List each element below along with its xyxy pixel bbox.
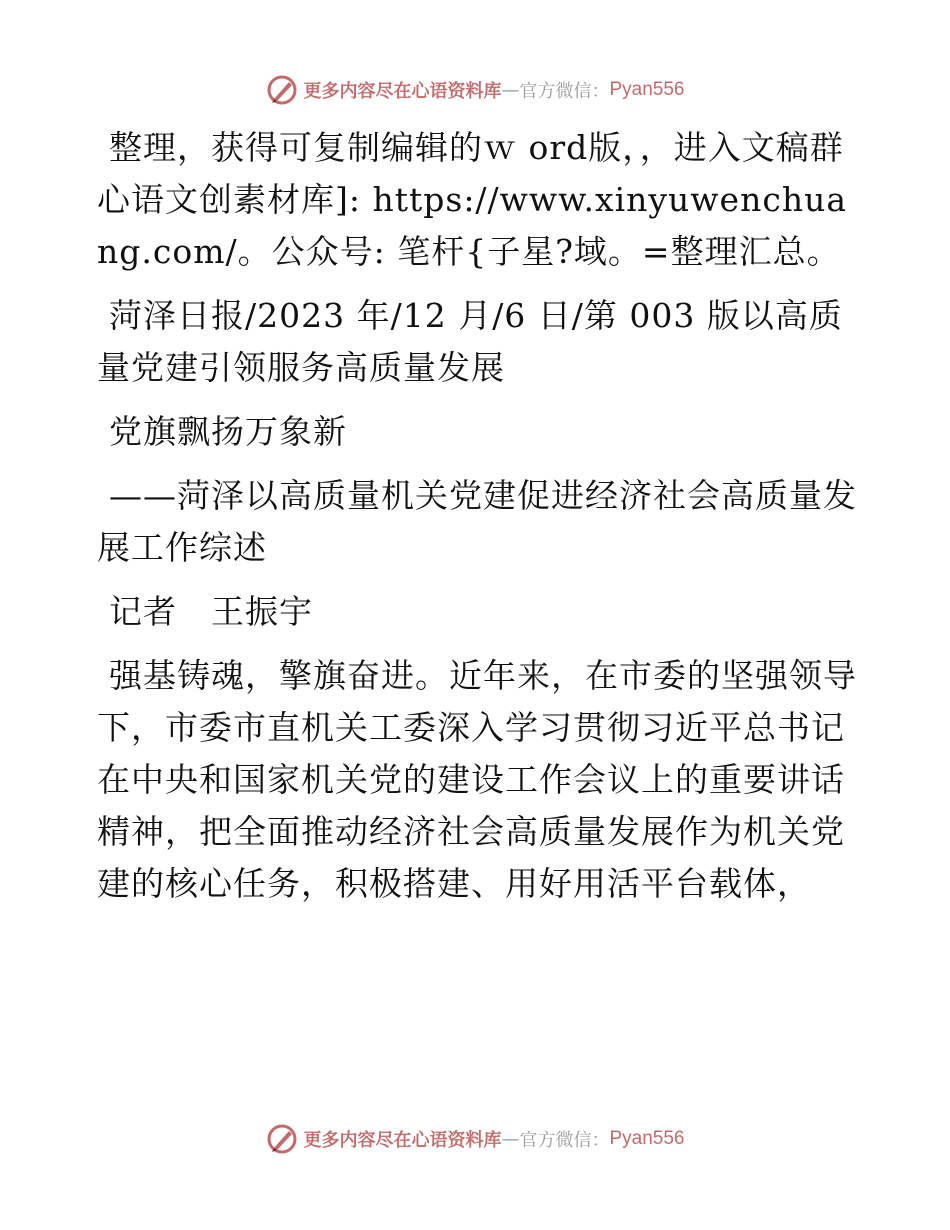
banner-sub-text: 官方微信：	[519, 81, 610, 102]
paragraph-body: 强基铸魂，擎旗奋进。近年来，在市委的坚强领导下，市委市直机关工委深入学习贯彻习近平总书记在中央和国家机关党的建设工作会议上的重要讲话精神，把全面推动经济社会高质量发展作为机关党建的核心任务，积极搭建、用好用活平台载体，	[97, 656, 857, 903]
banner-wechat-id: Pyan556	[609, 79, 685, 100]
pen-logo-icon	[265, 1122, 299, 1156]
banner-wechat-id: Pyan556	[609, 1128, 685, 1149]
banner-main-text: 更多内容尽在心语资料库	[303, 1130, 502, 1151]
banner-separator: —	[501, 79, 520, 101]
paragraph-intro: 整理，获得可复制编辑的ｗ ord版，，进入文稿群心语文创素材库]: https://www.xinyuwenchuang.com/。公众号: 笔杆{子星?域。=整理汇总。	[97, 128, 847, 271]
article-byline: 记者 王振宇	[109, 592, 313, 631]
banner-separator: —	[501, 1128, 520, 1150]
footer-watermark-banner	[0, 1119, 950, 1159]
banner-sub-text: 官方微信：	[519, 1130, 610, 1151]
paragraph-source: 菏泽日报/2023 年/12 月/6 日/第 003 版以高质量党建引领服务高质量发展	[97, 296, 843, 387]
pen-logo-icon	[265, 73, 299, 107]
document-body	[97, 122, 857, 922]
header-watermark-banner	[0, 70, 950, 110]
article-subtitle: ——菏泽以高质量机关党建促进经济社会高质量发展工作综述	[97, 476, 857, 567]
article-title: 党旗飘扬万象新	[109, 412, 347, 451]
banner-main-text: 更多内容尽在心语资料库	[303, 81, 502, 102]
